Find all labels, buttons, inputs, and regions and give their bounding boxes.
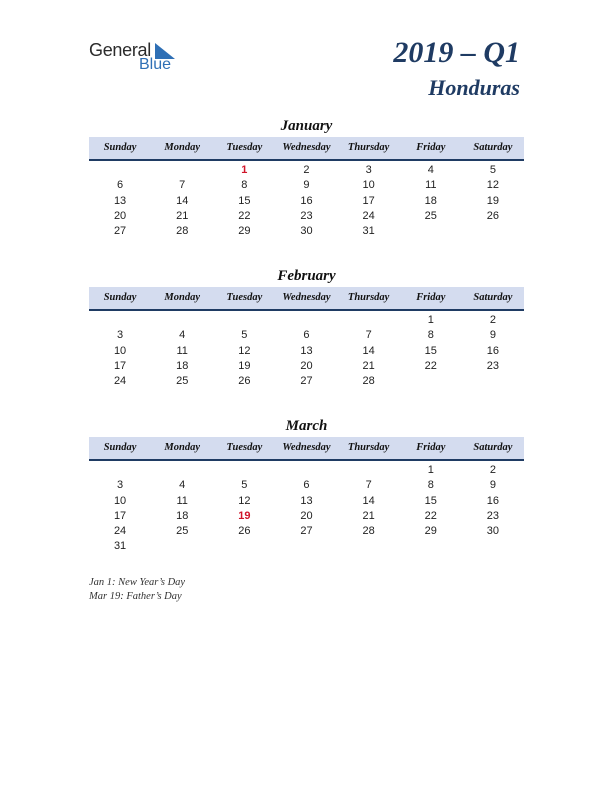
day-cell — [338, 463, 400, 478]
day-cell — [151, 163, 213, 178]
week-row — [89, 178, 524, 193]
week-row — [89, 209, 524, 224]
day-cell: 10 — [113, 494, 127, 507]
day-cell: 28 — [176, 225, 189, 238]
day-cell: 11 — [176, 494, 188, 507]
day-cell: 30 — [486, 525, 500, 538]
weekday-label: Friday — [416, 292, 446, 303]
day-cell: 7 — [365, 329, 372, 342]
weekday-label: Friday — [416, 442, 446, 453]
week-row — [89, 224, 524, 239]
weekday-label: Wednesday — [282, 442, 331, 453]
day-cell: 20 — [300, 359, 313, 372]
day-cell: 6 — [117, 179, 124, 192]
day-cell: 12 — [238, 344, 251, 357]
day-cell: 13 — [113, 194, 127, 207]
day-cell: 27 — [300, 375, 313, 388]
day-cell: 3 — [117, 329, 124, 342]
month-march — [89, 416, 524, 555]
day-cell: 23 — [486, 509, 500, 522]
day-cell: 7 — [179, 179, 186, 192]
weekday-label: Sunday — [103, 292, 137, 303]
month-february — [89, 266, 524, 389]
day-cell — [151, 313, 213, 328]
page-title: 2019 – Q1 — [393, 36, 520, 69]
day-cell: 16 — [486, 494, 500, 507]
day-cell — [400, 374, 462, 389]
day-cell: 8 — [241, 179, 248, 192]
holiday-day-cell: 1 — [241, 164, 248, 176]
weekday-header-row — [89, 287, 524, 311]
day-cell: 2 — [489, 314, 496, 326]
day-cell: 24 — [113, 525, 127, 538]
day-cell: 2 — [303, 164, 310, 176]
day-cell — [462, 539, 524, 554]
day-cell: 22 — [238, 209, 251, 222]
day-cell: 15 — [424, 344, 437, 357]
day-cell — [151, 539, 213, 554]
weekday-label: Thursday — [347, 442, 390, 453]
day-cell: 12 — [238, 494, 251, 507]
day-cell: 15 — [238, 194, 251, 207]
day-cell — [400, 539, 462, 554]
day-cell — [462, 224, 524, 239]
day-cell: 1 — [427, 464, 434, 476]
day-cell — [151, 463, 213, 478]
holiday-note: Jan 1: New Year’s Day — [89, 577, 186, 588]
logo-general-text: General — [89, 40, 151, 60]
day-cell: 29 — [424, 525, 437, 538]
generalblue-logo — [89, 40, 189, 76]
week-row — [89, 359, 524, 374]
week-row — [89, 524, 524, 539]
month-name: January — [280, 118, 333, 134]
day-cell: 13 — [300, 344, 313, 357]
weekday-label: Thursday — [347, 292, 390, 303]
day-cell: 5 — [489, 164, 496, 176]
day-cell: 24 — [362, 209, 375, 222]
day-cell: 21 — [362, 509, 375, 522]
day-cell — [213, 463, 275, 478]
day-cell: 21 — [176, 209, 189, 222]
weekday-label: Wednesday — [282, 142, 331, 153]
day-cell: 6 — [303, 479, 310, 492]
day-cell: 7 — [365, 479, 372, 492]
day-cell: 20 — [113, 209, 127, 222]
calendar-grid — [89, 313, 524, 389]
day-cell: 15 — [424, 494, 437, 507]
day-cell: 25 — [176, 525, 189, 538]
day-cell: 27 — [300, 525, 313, 538]
day-cell — [462, 374, 524, 389]
week-row — [89, 478, 524, 493]
weekday-label: Tuesday — [226, 442, 263, 453]
weekday-label: Saturday — [473, 292, 513, 303]
day-cell: 31 — [362, 225, 375, 238]
day-cell: 22 — [424, 509, 437, 522]
day-cell: 12 — [486, 179, 500, 192]
day-cell: 18 — [424, 194, 437, 207]
day-cell: 24 — [113, 375, 127, 388]
day-cell: 30 — [300, 225, 313, 238]
day-cell: 10 — [362, 179, 375, 192]
day-cell: 28 — [362, 525, 375, 538]
day-cell: 19 — [238, 359, 251, 372]
weekday-header-row — [89, 437, 524, 461]
day-cell: 31 — [113, 540, 127, 553]
day-cell — [89, 463, 151, 478]
week-row — [89, 494, 524, 509]
day-cell — [89, 313, 151, 328]
day-cell: 17 — [113, 509, 127, 522]
day-cell: 26 — [486, 209, 500, 222]
day-cell: 5 — [241, 479, 248, 492]
day-cell: 11 — [176, 344, 188, 357]
day-cell: 4 — [179, 479, 186, 492]
day-cell: 26 — [238, 525, 251, 538]
country-name: Honduras — [428, 75, 520, 100]
holiday-note: Mar 19: Father’s Day — [89, 591, 182, 602]
day-cell — [275, 313, 337, 328]
day-cell: 14 — [362, 494, 375, 507]
day-cell: 28 — [362, 375, 375, 388]
week-row — [89, 163, 524, 178]
day-cell — [89, 163, 151, 178]
weekday-label: Wednesday — [282, 292, 331, 303]
day-cell: 13 — [300, 494, 313, 507]
day-cell — [275, 539, 337, 554]
weekday-label: Saturday — [473, 442, 513, 453]
day-cell: 20 — [300, 509, 313, 522]
day-cell: 18 — [176, 359, 189, 372]
day-cell: 16 — [300, 194, 313, 207]
week-row — [89, 539, 524, 554]
day-cell: 2 — [489, 464, 496, 476]
day-cell: 8 — [427, 329, 434, 342]
week-row — [89, 313, 524, 328]
day-cell — [213, 313, 275, 328]
day-cell: 22 — [424, 359, 437, 372]
weekday-label: Monday — [164, 442, 200, 453]
week-row — [89, 344, 524, 359]
day-cell: 6 — [303, 329, 310, 342]
day-cell: 11 — [425, 179, 437, 192]
day-cell: 23 — [486, 359, 500, 372]
day-cell: 29 — [238, 225, 251, 238]
week-row — [89, 509, 524, 524]
day-cell: 4 — [179, 329, 186, 342]
day-cell: 27 — [113, 225, 127, 238]
day-cell: 18 — [176, 509, 189, 522]
month-name: February — [277, 268, 336, 284]
weekday-label: Tuesday — [226, 292, 263, 303]
weekday-label: Sunday — [103, 442, 137, 453]
day-cell: 10 — [113, 344, 127, 357]
day-cell: 3 — [365, 164, 372, 176]
day-cell — [338, 539, 400, 554]
day-cell: 26 — [238, 375, 251, 388]
holiday-day-cell: 19 — [238, 509, 251, 522]
month-name: March — [285, 418, 328, 434]
weekday-label: Sunday — [103, 142, 137, 153]
day-cell: 3 — [117, 479, 124, 492]
holiday-notes — [89, 576, 185, 604]
weekday-label: Thursday — [347, 142, 390, 153]
logo-blue-text: Blue — [139, 56, 172, 73]
weekday-header-row — [89, 137, 524, 161]
weekday-label: Friday — [416, 142, 446, 153]
day-cell: 17 — [362, 194, 375, 207]
day-cell — [400, 224, 462, 239]
day-cell: 9 — [303, 179, 310, 192]
day-cell: 9 — [489, 329, 496, 342]
day-cell: 8 — [427, 479, 434, 492]
day-cell: 25 — [176, 375, 189, 388]
weekday-label: Monday — [164, 292, 200, 303]
day-cell — [338, 313, 400, 328]
day-cell — [213, 539, 275, 554]
day-cell: 5 — [241, 329, 248, 342]
day-cell — [275, 463, 337, 478]
day-cell: 21 — [362, 359, 375, 372]
week-row — [89, 463, 524, 478]
day-cell: 17 — [113, 359, 127, 372]
weekday-label: Tuesday — [226, 142, 263, 153]
weekday-label: Saturday — [473, 142, 513, 153]
day-cell: 25 — [424, 209, 437, 222]
week-row — [89, 374, 524, 389]
day-cell: 23 — [300, 209, 313, 222]
day-cell: 9 — [489, 479, 496, 492]
day-cell: 1 — [427, 314, 434, 326]
weekday-label: Monday — [164, 142, 200, 153]
month-january — [89, 116, 524, 239]
week-row — [89, 194, 524, 209]
week-row — [89, 328, 524, 343]
day-cell: 4 — [427, 164, 434, 176]
day-cell: 16 — [486, 344, 500, 357]
day-cell: 14 — [362, 344, 375, 357]
day-cell: 14 — [176, 194, 189, 207]
day-cell: 19 — [486, 194, 500, 207]
calendar-grid — [89, 163, 524, 239]
calendar-grid — [89, 463, 524, 555]
